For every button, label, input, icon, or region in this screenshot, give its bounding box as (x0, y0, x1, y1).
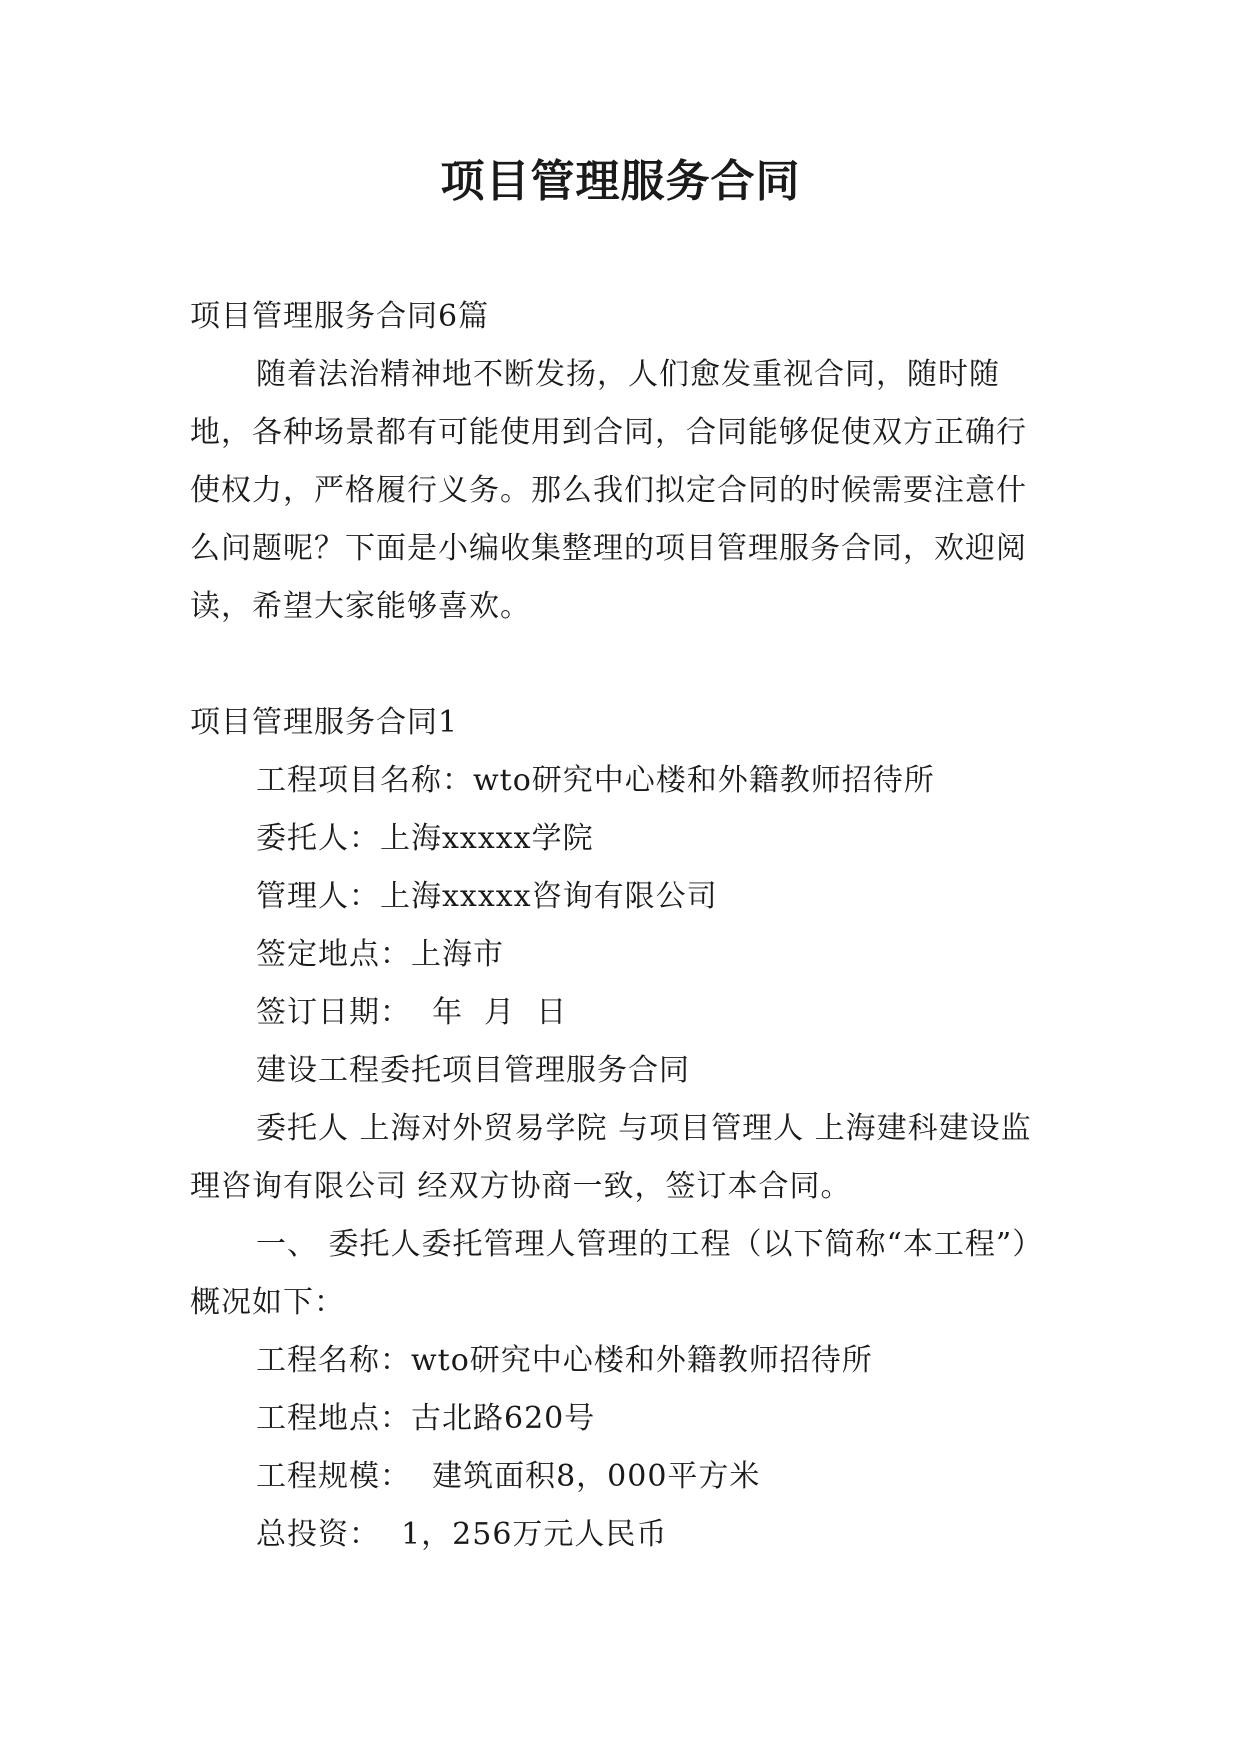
paragraph-gap (190, 636, 1050, 694)
sign-place-line: 签定地点：上海市 (256, 937, 504, 972)
intro-paragraph: 随着法治精神地不断发扬，人们愈发重视合同，随时随地，各种场景都有可能使用到合同，合同能够促使双方正确行使权力，严格履行义务。那么我们拟定合同的时候需要注意什么问题呢？下面是小编收集整理的项目管理服务合同，欢迎阅读，希望大家能够喜欢。 (190, 357, 1027, 624)
section-heading: 项目管理服务合同1 (190, 705, 459, 740)
client-line: 委托人：上海xxxxx学院 (256, 821, 594, 856)
clause-one-paragraph: 一、 委托人委托管理人管理的工程（以下简称“本工程”）概况如下： (190, 1227, 1044, 1320)
manager-line: 管理人：上海xxxxx咨询有限公司 (256, 879, 718, 914)
parties-paragraph: 委托人 上海对外贸易学院 与项目管理人 上海建科建设监理咨询有限公司 经双方协商一致，签订本合同。 (190, 1111, 1032, 1204)
sign-date-line: 签订日期： 年 月 日 (256, 995, 568, 1030)
work-scale-line: 工程规模： 建筑面积8，000平方米 (256, 1459, 761, 1494)
main-heading: 项目管理服务合同6篇 (190, 299, 490, 334)
work-name-line: 工程名称：wto研究中心楼和外籍教师招待所 (256, 1343, 873, 1378)
contract-title-line: 建设工程委托项目管理服务合同 (256, 1053, 690, 1088)
total-investment-line: 总投资： 1，256万元人民币 (256, 1517, 668, 1552)
document-body (190, 288, 1050, 1564)
work-location-line: 工程地点：古北路620号 (256, 1401, 596, 1436)
document-title: 项目管理服务合同 (440, 156, 801, 207)
project-name-line: 工程项目名称：wto研究中心楼和外籍教师招待所 (256, 763, 935, 798)
